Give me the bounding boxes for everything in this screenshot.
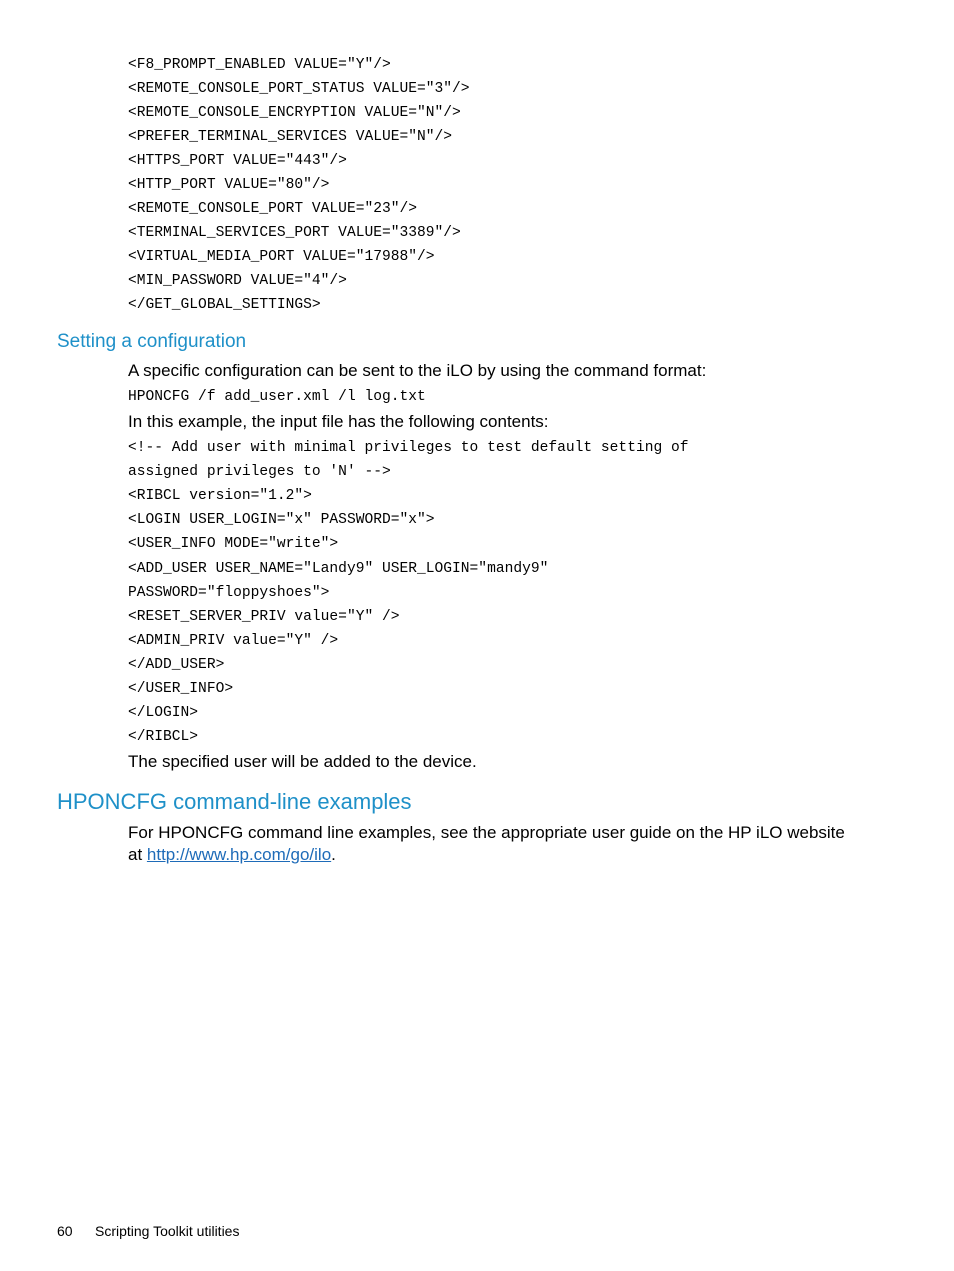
code-line: <REMOTE_CONSOLE_PORT_STATUS VALUE="3"/> bbox=[128, 81, 470, 97]
setting-intro-text: A specific configuration can be sent to the iLO by using the command format: bbox=[128, 361, 707, 380]
section-heading-setting-configuration: Setting a configuration bbox=[57, 331, 247, 352]
code-line: <VIRTUAL_MEDIA_PORT VALUE="17988"/> bbox=[128, 249, 435, 265]
page-footer bbox=[57, 1222, 239, 1240]
examples-text-line-2 bbox=[128, 844, 336, 865]
code-line: <F8_PROMPT_ENABLED VALUE="Y"/> bbox=[128, 57, 391, 73]
code-line: <ADD_USER USER_NAME="Landy9" USER_LOGIN="mandy9" bbox=[128, 561, 549, 577]
examples-text-line-1: For HPONCFG command line examples, see the appropriate user guide on the HP iLO website bbox=[128, 823, 845, 842]
code-line: <ADMIN_PRIV value="Y" /> bbox=[128, 633, 339, 649]
code-line: assigned privileges to 'N' --> bbox=[128, 464, 391, 480]
page-number: 60 bbox=[57, 1223, 73, 1239]
examples-suffix: . bbox=[331, 845, 336, 864]
command-example: HPONCFG /f add_user.xml /l log.txt bbox=[128, 389, 426, 405]
code-line: <REMOTE_CONSOLE_PORT VALUE="23"/> bbox=[128, 201, 418, 217]
code-line: </GET_GLOBAL_SETTINGS> bbox=[128, 297, 321, 313]
code-line: </RIBCL> bbox=[128, 729, 199, 745]
code-line: PASSWORD="floppyshoes"> bbox=[128, 585, 330, 601]
code-line: </ADD_USER> bbox=[128, 657, 225, 673]
code-line: <REMOTE_CONSOLE_ENCRYPTION VALUE="N"/> bbox=[128, 105, 461, 121]
footer-section-title: Scripting Toolkit utilities bbox=[95, 1223, 240, 1239]
code-line: <TERMINAL_SERVICES_PORT VALUE="3389"/> bbox=[128, 225, 461, 241]
code-line: <MIN_PASSWORD VALUE="4"/> bbox=[128, 273, 347, 289]
code-line: </LOGIN> bbox=[128, 705, 199, 721]
code-line: <!-- Add user with minimal privileges to test default setting of bbox=[128, 440, 689, 456]
setting-closing-text: The specified user will be added to the device. bbox=[128, 752, 477, 771]
code-line: <RIBCL version="1.2"> bbox=[128, 488, 312, 504]
hp-ilo-website-link[interactable]: http://www.hp.com/go/ilo bbox=[146, 845, 332, 864]
code-line: <PREFER_TERMINAL_SERVICES VALUE="N"/> bbox=[128, 129, 453, 145]
code-line: <USER_INFO MODE="write"> bbox=[128, 536, 339, 552]
section-heading-command-line-examples: HPONCFG command-line examples bbox=[57, 789, 412, 814]
example-intro-text: In this example, the input file has the following contents: bbox=[128, 412, 549, 431]
code-line: <HTTP_PORT VALUE="80"/> bbox=[128, 177, 330, 193]
code-line: </USER_INFO> bbox=[128, 681, 234, 697]
code-line: <RESET_SERVER_PRIV value="Y" /> bbox=[128, 609, 400, 625]
code-line: <HTTPS_PORT VALUE="443"/> bbox=[128, 153, 347, 169]
code-line: <LOGIN USER_LOGIN="x" PASSWORD="x"> bbox=[128, 512, 435, 528]
examples-prefix: at bbox=[128, 845, 147, 864]
